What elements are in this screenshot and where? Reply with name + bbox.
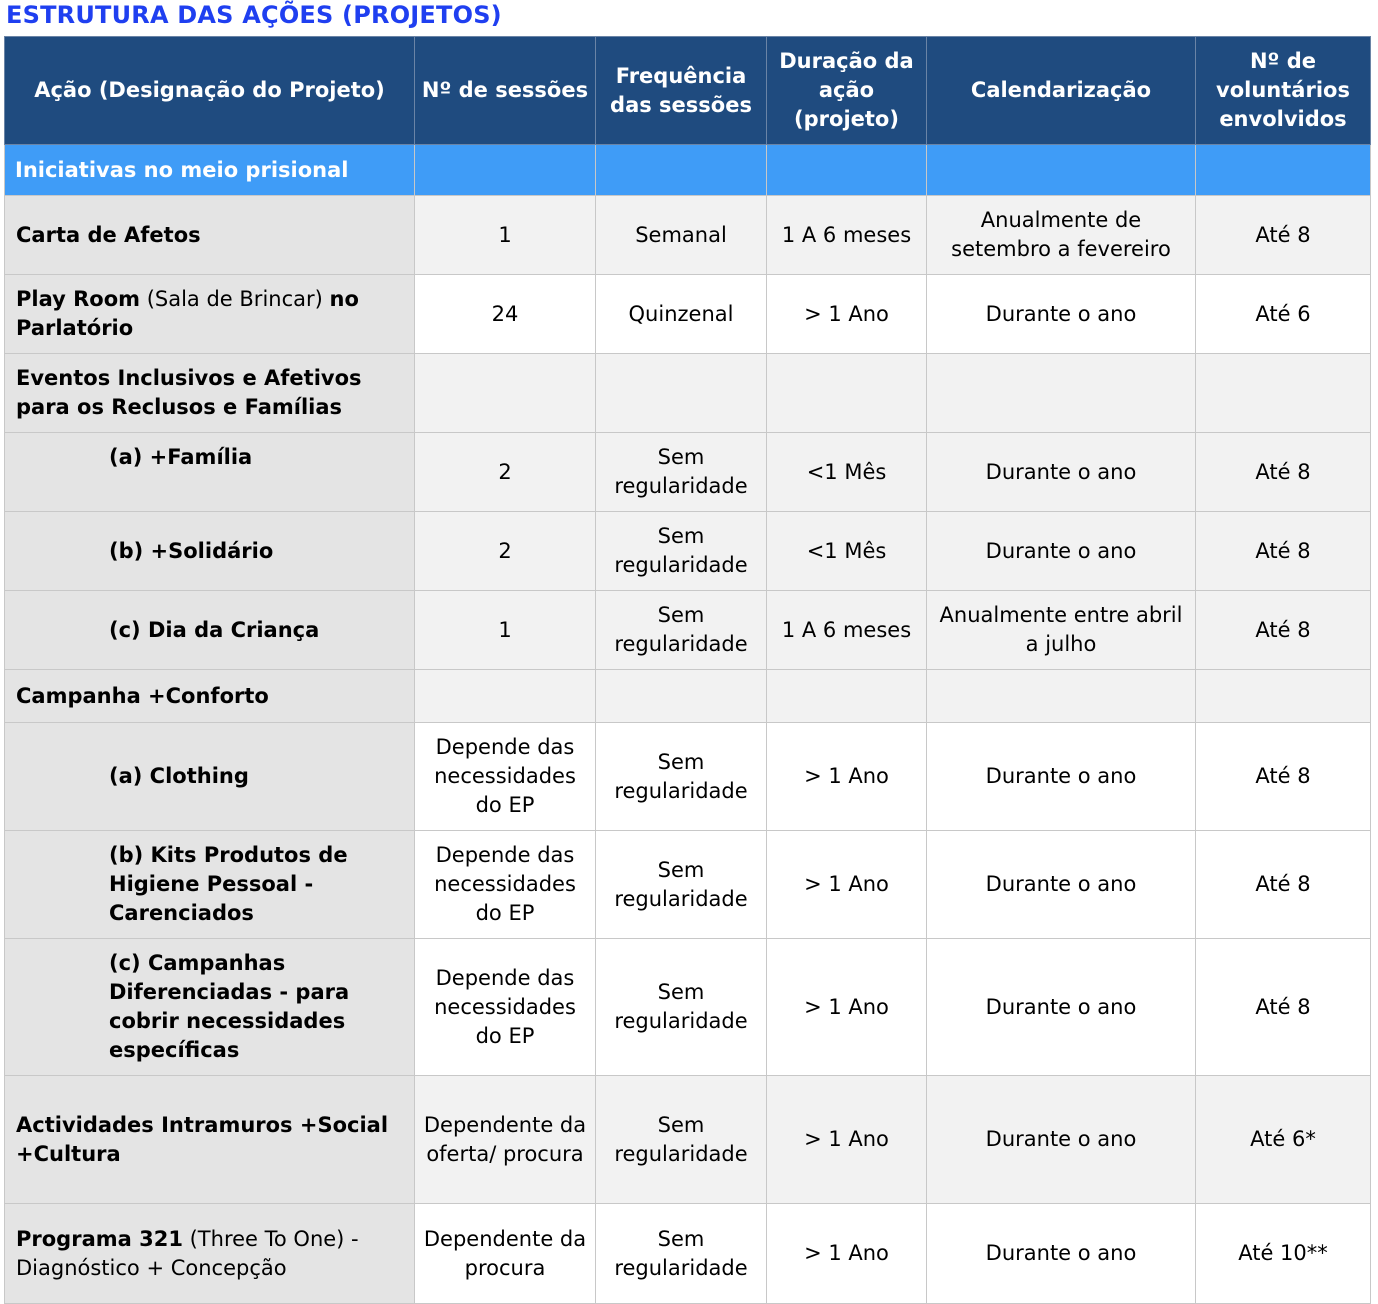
row-duration: > 1 Ano xyxy=(767,723,927,831)
table-row xyxy=(5,354,1371,433)
row-duration: <1 Mês xyxy=(767,512,927,591)
row-name: (b) +Solidário xyxy=(5,512,415,591)
row-schedule: Durante o ano xyxy=(927,939,1196,1076)
row-schedule xyxy=(927,354,1196,433)
table-row xyxy=(5,939,1371,1076)
table-row xyxy=(5,1076,1371,1204)
row-duration: <1 Mês xyxy=(767,433,927,512)
row-schedule: Durante o ano xyxy=(927,275,1196,354)
row-schedule: Durante o ano xyxy=(927,831,1196,939)
row-sessions: 2 xyxy=(415,512,596,591)
row-duration xyxy=(767,354,927,433)
row-name-bold: no Parlatório xyxy=(16,287,359,340)
row-frequency: Sem regularidade xyxy=(596,591,767,670)
page-title: ESTRUTURA DAS AÇÕES (PROJETOS) xyxy=(6,1,502,29)
row-name: (c) Campanhas Diferenciadas - para cobrir necessidades específicas xyxy=(5,939,415,1076)
row-sessions: Depende das necessidades do EP xyxy=(415,831,596,939)
row-frequency xyxy=(596,670,767,723)
table-row xyxy=(5,275,1371,354)
row-frequency: Sem regularidade xyxy=(596,512,767,591)
row-sessions: 1 xyxy=(415,196,596,275)
row-sessions: Depende das necessidades do EP xyxy=(415,939,596,1076)
row-name: (a) +Família xyxy=(5,433,415,512)
header-action: Ação (Designação do Projeto) xyxy=(5,37,415,145)
row-name: (b) Kits Produtos de Higiene Pessoal - Carenciados xyxy=(5,831,415,939)
table-row xyxy=(5,433,1371,512)
row-volunteers: Até 6* xyxy=(1196,1076,1371,1204)
section-label: Iniciativas no meio prisional xyxy=(5,145,415,196)
row-sessions: 24 xyxy=(415,275,596,354)
section-row xyxy=(5,145,1371,196)
row-volunteers: Até 8 xyxy=(1196,591,1371,670)
header-volunteers: Nº de voluntários envolvidos xyxy=(1196,37,1371,145)
header-schedule: Calendarização xyxy=(927,37,1196,145)
row-name: Eventos Inclusivos e Afetivos para os Reclusos e Famílias xyxy=(5,354,415,433)
row-duration: > 1 Ano xyxy=(767,1076,927,1204)
header-sessions: Nº de sessões xyxy=(415,37,596,145)
row-sessions: 2 xyxy=(415,433,596,512)
row-sessions xyxy=(415,354,596,433)
row-schedule: Durante o ano xyxy=(927,1076,1196,1204)
row-frequency: Sem regularidade xyxy=(596,1076,767,1204)
row-sessions: 1 xyxy=(415,591,596,670)
row-frequency xyxy=(596,354,767,433)
table-row xyxy=(5,670,1371,723)
row-sessions: Depende das necessidades do EP xyxy=(415,723,596,831)
row-name-bold: Programa 321 xyxy=(16,1226,183,1251)
projects-table xyxy=(4,36,1371,1304)
row-duration: 1 A 6 meses xyxy=(767,196,927,275)
row-sessions: Dependente da procura xyxy=(415,1204,596,1304)
row-name: (c) Dia da Criança xyxy=(5,591,415,670)
row-duration xyxy=(767,670,927,723)
row-duration: > 1 Ano xyxy=(767,275,927,354)
row-name xyxy=(5,1204,415,1304)
row-sessions: Dependente da oferta/ procura xyxy=(415,1076,596,1204)
row-schedule: Durante o ano xyxy=(927,433,1196,512)
row-name-bold: Play Room xyxy=(16,287,141,311)
row-schedule: Durante o ano xyxy=(927,723,1196,831)
row-frequency: Sem regularidade xyxy=(596,433,767,512)
header-duration: Duração da ação (projeto) xyxy=(767,37,927,145)
row-volunteers xyxy=(1196,354,1371,433)
row-schedule: Durante o ano xyxy=(927,512,1196,591)
row-frequency: Quinzenal xyxy=(596,275,767,354)
row-schedule: Anualmente entre abril a julho xyxy=(927,591,1196,670)
row-volunteers: Até 8 xyxy=(1196,433,1371,512)
row-volunteers: Até 6 xyxy=(1196,275,1371,354)
row-frequency: Sem regularidade xyxy=(596,939,767,1076)
row-volunteers: Até 8 xyxy=(1196,196,1371,275)
row-frequency: Sem regularidade xyxy=(596,723,767,831)
row-volunteers: Até 8 xyxy=(1196,939,1371,1076)
row-name-normal: (Three To One) - Diagnóstico + Concepção xyxy=(16,1226,359,1280)
row-volunteers: Até 8 xyxy=(1196,723,1371,831)
row-frequency: Sem regularidade xyxy=(596,1204,767,1304)
row-name: (a) Clothing xyxy=(5,723,415,831)
row-duration: > 1 Ano xyxy=(767,831,927,939)
row-frequency: Semanal xyxy=(596,196,767,275)
row-duration: > 1 Ano xyxy=(767,939,927,1076)
row-duration: 1 A 6 meses xyxy=(767,591,927,670)
table-row xyxy=(5,591,1371,670)
row-volunteers: Até 8 xyxy=(1196,512,1371,591)
row-sessions xyxy=(415,670,596,723)
table-row xyxy=(5,196,1371,275)
table-row xyxy=(5,512,1371,591)
row-volunteers xyxy=(1196,670,1371,723)
header-frequency: Frequência das sessões xyxy=(596,37,767,145)
row-name xyxy=(5,275,415,354)
row-schedule: Anualmente de setembro a fevereiro xyxy=(927,196,1196,275)
table-row xyxy=(5,1204,1371,1304)
row-schedule: Durante o ano xyxy=(927,1204,1196,1304)
row-frequency: Sem regularidade xyxy=(596,831,767,939)
row-volunteers: Até 8 xyxy=(1196,831,1371,939)
row-schedule xyxy=(927,670,1196,723)
row-volunteers: Até 10** xyxy=(1196,1204,1371,1304)
row-name-normal: (Sala de Brincar) xyxy=(140,287,330,311)
row-name: Actividades Intramuros +Social +Cultura xyxy=(5,1076,415,1204)
table-row xyxy=(5,723,1371,831)
header-row xyxy=(5,37,1371,145)
row-duration: > 1 Ano xyxy=(767,1204,927,1304)
row-name: Carta de Afetos xyxy=(5,196,415,275)
row-name: Campanha +Conforto xyxy=(5,670,415,723)
table-row xyxy=(5,831,1371,939)
